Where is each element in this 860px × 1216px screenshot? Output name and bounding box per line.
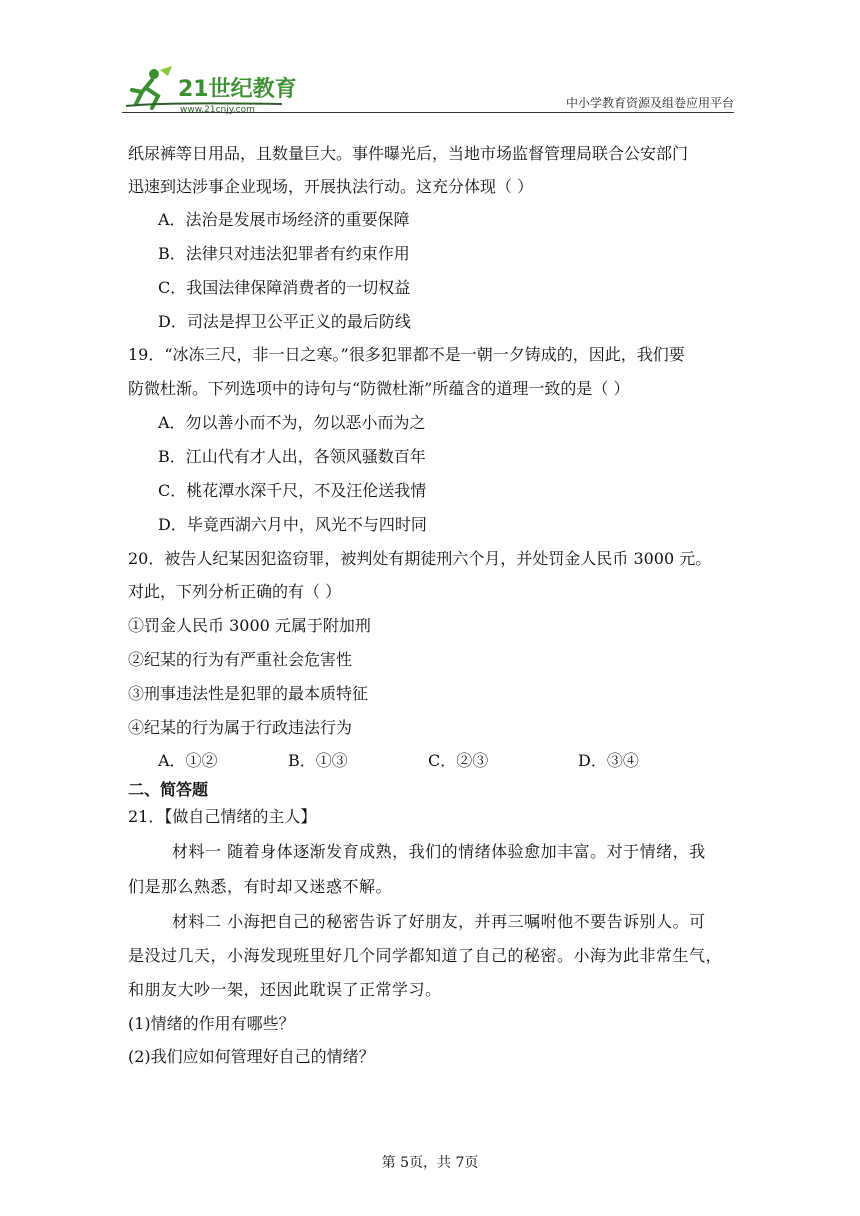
material1-line2: 们是那么熟悉，有时却又迷惑不解。	[128, 877, 393, 896]
header-divider	[122, 112, 734, 113]
q20-line1: 20．被告人纪某因犯盗窃罪，被判处有期徒刑六个月，并处罚金人民币 3000 元。	[128, 549, 712, 568]
material2-line2: 是没过几天，小海发现班里好几个同学都知道了自己的秘密。小海为此非常生气，	[128, 946, 723, 965]
section-title: 二、简答题	[128, 780, 209, 799]
page-number: 第 5页，共 7页	[381, 1155, 479, 1171]
q20-option-a: A．①②	[158, 751, 218, 770]
material1-line1: 材料一 随着身体逐渐发育成熟，我们的情绪体验愈加丰富。对于情绪，我	[172, 842, 706, 861]
q20-option-b: B．①③	[288, 751, 348, 770]
q20-statement-4: ④纪某的行为属于行政违法行为	[128, 718, 353, 737]
q20-statement-3: ③刑事违法性是犯罪的最本质特征	[128, 684, 369, 703]
q20-option-c: C．②③	[428, 751, 489, 770]
q21-title: 21．【做自己情绪的主人】	[128, 807, 317, 826]
q19-line1: 19．“冰冻三尺，非一日之寒。”很多犯罪都不是一朝一夕铸成的，因此，我们要	[128, 345, 685, 364]
q18-line1: 纸尿裤等日用品，且数量巨大。事件曝光后，当地市场监督管理局联合公安部门	[128, 144, 689, 163]
q20-options	[158, 751, 738, 771]
q20-statement-2: ②纪某的行为有严重社会危害性	[128, 650, 353, 669]
q21-sub2: (2)我们应如何管理好自己的情绪？	[128, 1047, 375, 1066]
q19-option-a: A．勿以善小而不为，勿以恶小而为之	[158, 413, 426, 432]
logo	[122, 66, 302, 114]
q18-option-b: B．法律只对违法犯罪者有约束作用	[158, 244, 410, 263]
material2-line1: 材料二 小海把自己的秘密告诉了好朋友，并再三嘱咐他不要告诉别人。可	[172, 912, 706, 931]
page-header	[122, 66, 734, 116]
q20-statement-1: ①罚金人民币 3000 元属于附加刑	[128, 616, 371, 635]
platform-name: 中小学教育资源及组卷应用平台	[565, 96, 734, 110]
logo-text: 21世纪教育	[178, 77, 297, 102]
q21-sub1: (1)情绪的作用有哪些？	[128, 1014, 295, 1033]
q20-line2: 对此，下列分析正确的有（ ）	[128, 582, 342, 601]
q18-option-d: D．司法是捍卫公平正义的最后防线	[158, 312, 411, 331]
logo-runner-icon	[122, 66, 302, 114]
q18-option-a: A．法治是发展市场经济的重要保障	[158, 210, 410, 229]
q20-option-d: D．③④	[578, 751, 639, 770]
logo-url: www.21cnjy.com	[180, 105, 255, 114]
material2-line3: 和朋友大吵一架，还因此耽误了正常学习。	[128, 980, 442, 999]
q19-line2: 防微杜渐。下列选项中的诗句与“防微杜渐”所蕴含的道理一致的是（ ）	[128, 379, 630, 398]
q18-option-c: C．我国法律保障消费者的一切权益	[158, 278, 411, 297]
q19-option-d: D．毕竟西湖六月中，风光不与四时同	[158, 515, 427, 534]
q18-line2: 迅速到达涉事企业现场，开展执法行动。这充分体现（ ）	[128, 177, 534, 196]
q19-option-c: C．桃花潭水深千尺，不及汪伦送我情	[158, 481, 427, 500]
q19-option-b: B．江山代有才人出，各领风骚数百年	[158, 447, 426, 466]
